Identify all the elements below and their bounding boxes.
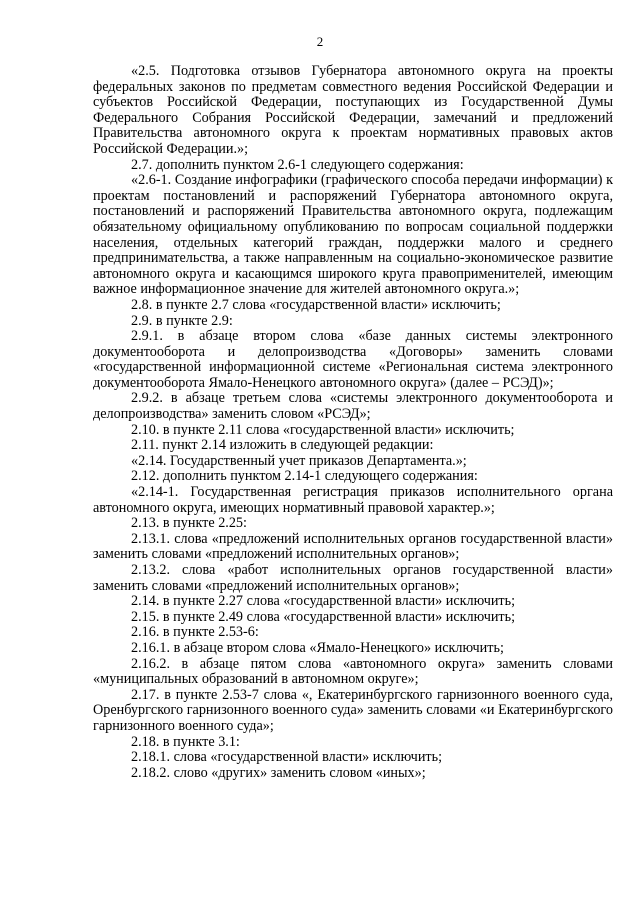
paragraph: 2.16.1. в абзаце втором слова «Ямало-Ненецкого» исключить; — [131, 639, 504, 656]
paragraph: 2.12. дополнить пунктом 2.14-1 следующего содержания: — [131, 468, 478, 485]
paragraph: 2.14. в пункте 2.27 слова «государственной власти» исключить; — [131, 593, 516, 610]
document-body — [93, 64, 613, 781]
page-number: 2 — [316, 34, 324, 49]
paragraph: 2.18. в пункте 3.1: — [131, 733, 240, 750]
paragraph: 2.7. дополнить пунктом 2.6-1 следующего содержания: — [131, 156, 464, 173]
paragraph: 2.10. в пункте 2.11 слова «государственной власти» исключить; — [131, 421, 515, 438]
paragraph: «2.5. Подготовка отзывов Губернатора автономного округа на проекты федеральных законов по предметам совместного ведения Российской Федерации и субъектов Российской Федерации, поступающих из Государственной Думы Федерального Собрания Российской Федерации, замечаний и предложений Правительства автономного округа к проектам нормативных правовых актов Российской Федерации.»; — [93, 63, 613, 157]
paragraph: 2.18.2. слово «других» заменить словом «иных»; — [131, 764, 426, 781]
paragraph: 2.16.2. в абзаце пятом слова «автономного округа» заменить словами «муниципальных образований в автономном округе»; — [93, 655, 613, 688]
paragraph: 2.9. в пункте 2.9: — [131, 312, 233, 329]
paragraph: 2.11. пункт 2.14 изложить в следующей редакции: — [131, 437, 434, 454]
paragraph: «2.14-1. Государственная регистрация приказов исполнительного органа автономного округа, имеющих нормативный правовой характер.»; — [93, 484, 613, 516]
paragraph: 2.13.2. слова «работ исполнительных органов государственной власти» заменить словами «предложений исполнительных органов»; — [93, 562, 613, 594]
paragraph: «2.14. Государственный учет приказов Департамента.»; — [131, 452, 467, 469]
paragraph: 2.9.2. в абзаце третьем слова «системы электронного документооборота и делопроизводства» заменить словом «РСЭД»; — [93, 390, 613, 423]
paragraph: 2.15. в пункте 2.49 слова «государственной власти» исключить; — [131, 608, 516, 625]
paragraph: 2.8. в пункте 2.7 слова «государственной власти» исключить; — [131, 296, 501, 313]
paragraph: 2.9.1. в абзаце втором слова «базе данных системы электронного документооборота и делопроизводства «Договоры» заменить словами «государственной информационной системе «Региональная система электронного документооборота Ямало-Ненецкого автономного округа» (далее – РСЭД)»; — [93, 328, 613, 391]
paragraph: 2.16. в пункте 2.53-6: — [131, 624, 259, 641]
paragraph: 2.18.1. слова «государственной власти» исключить; — [131, 749, 443, 766]
paragraph: 2.13. в пункте 2.25: — [131, 515, 247, 532]
paragraph: «2.6-1. Создание инфографики (графического способа передачи информации) к проектам постановлений и распоряжений Губернатора автономного округа, постановлений и распоряжений Правительства автономного округа, подлежащим обязательному официальному опубликованию по вопросам социальной поддержки населения, отдельных категорий граждан, поддержки малого и среднего предпринимательства, а также направленным на социально-экономическое развитие автономного округа и касающимся широкого круга правоприменителей, имеющим важное информационное значение для жителей автономного округа.»; — [93, 172, 613, 298]
paragraph: 2.17. в пункте 2.53-7 слова «, Екатеринбургского гарнизонного военного суда, Оренбургского гарнизонного военного суда» заменить словами «и Екатеринбургского гарнизонного военного суда»; — [93, 686, 613, 734]
paragraph: 2.13.1. слова «предложений исполнительных органов государственной власти» заменить словами «предложений исполнительных органов»; — [93, 530, 613, 563]
